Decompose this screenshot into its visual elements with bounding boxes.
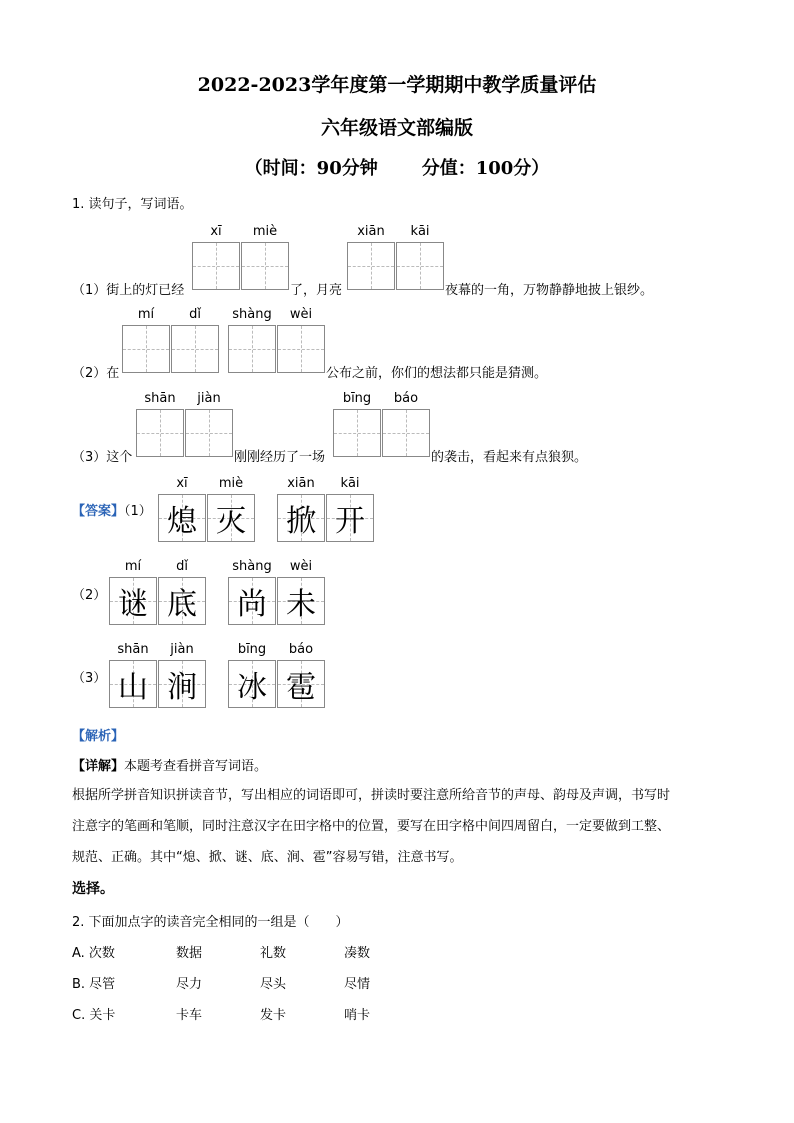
writing-box[interactable] — [333, 409, 381, 457]
detail-line — [72, 755, 267, 774]
analysis-line: 注意字的笔画和笔顺，同时注意汉字在田字格中的位置，要写在田字格中间四周留白，一定要做到工整、 — [72, 819, 671, 834]
writing-box[interactable] — [122, 325, 170, 373]
option-b-word1[interactable]: B. 尽管 — [72, 977, 116, 992]
answer-num: （2） — [72, 588, 107, 603]
pinyin: dǐ — [176, 559, 188, 574]
analysis-line: 规范、正确。其中“熄、掀、谜、底、涧、雹”容易写错，注意书写。 — [72, 850, 463, 865]
pinyin: kāi — [340, 476, 360, 491]
pinyin: kāi — [410, 224, 430, 239]
writing-box[interactable] — [228, 325, 276, 373]
q1-line1-mid: 了，月亮 — [290, 283, 343, 298]
answer-box: 涧 — [158, 660, 206, 708]
pinyin: mí — [137, 307, 155, 322]
pinyin: bīng — [342, 391, 372, 406]
answer-box: 山 — [109, 660, 157, 708]
answer-box: 尚 — [228, 577, 276, 625]
exam-time: （时间：90分钟 — [244, 158, 378, 179]
writing-box[interactable] — [171, 325, 219, 373]
analysis-label: 【解析】 — [72, 729, 125, 744]
writing-box[interactable] — [241, 242, 289, 290]
analysis-line: 根据所学拼音知识拼读音节，写出相应的词语即可，拼读时要注意所给音节的声母、韵母及声调，书写时 — [72, 788, 671, 803]
option-c-word3: 发卡 — [260, 1008, 287, 1023]
q1-line3-end: 的袭击，看起来有点狼狈。 — [431, 450, 588, 465]
answer-num: （1） — [124, 504, 152, 519]
q1-line2-end: 公布之前，你们的想法都只能是猜测。 — [326, 366, 548, 381]
option-b-word3: 尽头 — [260, 977, 287, 992]
q1-line3-start: （3）这个 — [72, 450, 133, 465]
answer-box: 未 — [277, 577, 325, 625]
pinyin: xiān — [357, 224, 385, 239]
answer-box: 开 — [326, 494, 374, 542]
detail-text: 本题考查看拼音写词语。 — [124, 759, 268, 774]
q1-line1-start: （1）街上的灯已经 — [72, 283, 185, 298]
answer-box: 掀 — [277, 494, 325, 542]
pinyin: shàng — [232, 307, 272, 322]
page-title: 2022-2023学年度第一学期期中教学质量评估 — [197, 74, 597, 96]
q1-line1-end: 夜幕的一角，万物静静地披上银纱。 — [445, 283, 654, 298]
pinyin: báo — [288, 642, 314, 657]
pinyin: mí — [124, 559, 142, 574]
pinyin: shān — [144, 391, 176, 406]
option-a-word2: 数据 — [176, 946, 203, 961]
pinyin: miè — [218, 476, 244, 491]
pinyin: xī — [176, 476, 188, 491]
pinyin: miè — [252, 224, 278, 239]
answer-label: 【答案】 — [72, 504, 125, 519]
writing-box[interactable] — [277, 325, 325, 373]
answer-box: 底 — [158, 577, 206, 625]
answer-box: 冰 — [228, 660, 276, 708]
q1-line2-start: （2）在 — [72, 366, 120, 381]
exam-score: 分值：100分） — [421, 158, 550, 179]
option-a-word3: 礼数 — [260, 946, 287, 961]
q2-stem: 2. 下面加点字的读音完全相同的一组是（ ） — [72, 915, 349, 930]
exam-info — [0, 154, 794, 180]
q1-line3-mid: 刚刚经历了一场 — [234, 450, 326, 465]
pinyin: shān — [117, 642, 149, 657]
pinyin: dǐ — [189, 307, 201, 322]
option-b-word2: 尽力 — [176, 977, 203, 992]
analysis-paragraph — [72, 780, 732, 873]
pinyin: bīng — [237, 642, 267, 657]
answer-box: 灭 — [207, 494, 255, 542]
pinyin: xiān — [287, 476, 315, 491]
pinyin: wèi — [289, 559, 313, 574]
option-a-word1[interactable]: A. 次数 — [72, 946, 115, 961]
writing-box[interactable] — [136, 409, 184, 457]
pinyin: xī — [210, 224, 222, 239]
detail-label: 【详解】 — [72, 759, 125, 774]
option-a-word4: 凑数 — [344, 946, 371, 961]
pinyin: jiàn — [170, 642, 194, 657]
writing-box[interactable] — [396, 242, 444, 290]
answer-box: 熄 — [158, 494, 206, 542]
option-b-word4: 尽情 — [344, 977, 371, 992]
answer-block — [72, 500, 152, 519]
option-c-word4: 哨卡 — [344, 1008, 371, 1023]
pinyin: báo — [393, 391, 419, 406]
answer-box: 谜 — [109, 577, 157, 625]
pinyin: jiàn — [197, 391, 221, 406]
writing-box[interactable] — [347, 242, 395, 290]
option-c-word1[interactable]: C. 关卡 — [72, 1008, 116, 1023]
writing-box[interactable] — [192, 242, 240, 290]
q1-stem: 1. 读句子，写词语。 — [72, 197, 193, 212]
answer-box: 雹 — [277, 660, 325, 708]
page-subtitle: 六年级语文部编版 — [320, 117, 473, 139]
pinyin: wèi — [289, 307, 313, 322]
answer-num: （3） — [72, 671, 107, 686]
writing-box[interactable] — [382, 409, 430, 457]
option-c-word2: 卡车 — [176, 1008, 203, 1023]
writing-box[interactable] — [185, 409, 233, 457]
section-heading: 选择。 — [72, 881, 114, 897]
pinyin: shàng — [232, 559, 272, 574]
